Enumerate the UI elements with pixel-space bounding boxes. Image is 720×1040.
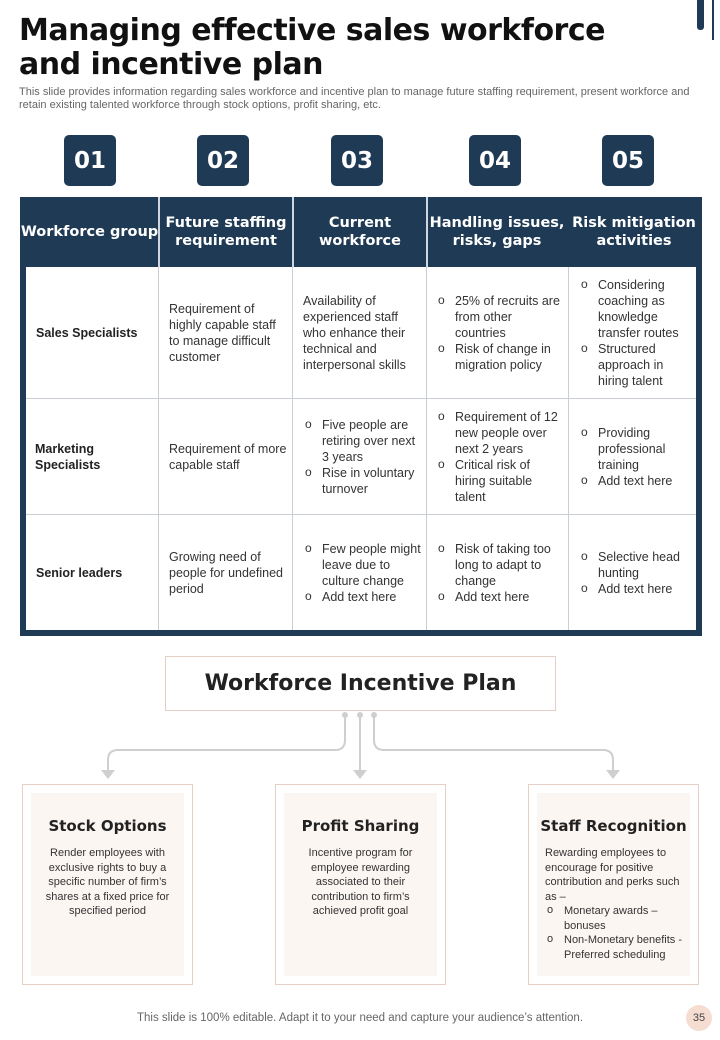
bullet-item: o Risk of change in migration policy [436, 341, 564, 373]
connector-right [374, 716, 613, 772]
table-row-senior-group: Senior leaders [36, 565, 123, 580]
bullet-item: o Add text here [303, 589, 423, 605]
header-handling-issues: Handling issues, risks, gaps [429, 215, 565, 249]
bullet-item: o 25% of recruits are from other countries [436, 293, 564, 341]
card-stock-options [22, 784, 193, 985]
bullet-item: o Risk of taking too long to adapt to change [436, 541, 564, 589]
page-subtitle: This slide provides information regarding sales workforce and incentive plan to manage future staffing requirement, present workforce and retain existing talented workforce through stock options, profit sharing, etc. [19, 86, 690, 111]
page-title: Managing effective sales workforce and incentive plan [19, 13, 605, 82]
card-text [545, 846, 687, 962]
footer-note: This slide is 100% editable. Adapt it to your need and capture your audience’s attention. [136, 1012, 584, 1024]
bullet-item: o Five people are retiring over next 3 years [303, 417, 423, 465]
bullet-item: o Structured approach in hiring talent [579, 341, 695, 389]
header-workforce-group: Workforce group [20, 224, 159, 240]
card-profit-sharing [275, 784, 446, 985]
table-cell-future: Requirement of highly capable staff to manage difficult customer [169, 301, 276, 364]
card-inner [284, 793, 437, 976]
card-title: Stock Options [48, 817, 167, 835]
table-row-sales-group: Sales Specialists [36, 325, 138, 340]
number-badge-04: 04 [469, 135, 521, 186]
card-inner [537, 793, 690, 976]
table-row-marketing-group: Marketing Specialists [35, 441, 101, 472]
card-staff-recognition [528, 784, 699, 985]
header-current-workforce: Current workforce [318, 215, 401, 249]
header-risk-mitigation: Risk mitigation activities [572, 215, 696, 249]
number-badge-01: 01 [64, 135, 116, 186]
table-cell-future: Requirement of more capable staff [169, 441, 287, 472]
bullet-item: o Requirement of 12 new people over next 2 years [436, 409, 564, 457]
table-cell-current: Availability of experienced staff who enhance their technical and interpersonal skills [303, 293, 406, 372]
arrow-down-icon [606, 770, 620, 779]
arrow-down-icon [353, 770, 367, 779]
card-title: Profit Sharing [301, 817, 420, 835]
bullet-item: o Selective head hunting [579, 549, 695, 581]
table-cell-future: Growing need of people for undefined period [169, 549, 283, 596]
arrow-down-icon [101, 770, 115, 779]
page-number: 35 [686, 1005, 712, 1031]
bullet-item: o Add text here [579, 581, 695, 597]
bullet-item: o Considering coaching as knowledge transfer routes [579, 277, 695, 341]
bullet-item: o Add text here [579, 473, 695, 489]
card-inner [31, 793, 184, 976]
number-badge-03: 03 [331, 135, 383, 186]
bullet-item: o Rise in voluntary turnover [303, 465, 423, 497]
card-text-intro: Rewarding employees to encourage for positive contribution and perks such as – [545, 847, 680, 903]
connector-left [108, 716, 345, 772]
card-title: Staff Recognition [540, 817, 687, 835]
bullet-item: o Non-Monetary benefits - Preferred scheduling [545, 933, 687, 962]
bullet-item: o Monetary awards – bonuses [545, 904, 687, 933]
number-badge-02: 02 [197, 135, 249, 186]
header-future-staffing: Future staffing requirement [165, 215, 287, 249]
number-badge-05: 05 [602, 135, 654, 186]
bullet-item: o Few people might leave due to culture change [303, 541, 423, 589]
card-text: Render employees with exclusive rights to buy a specific number of firm’s shares at a fixed price for specified period [45, 847, 170, 917]
bullet-item: o Providing professional training [579, 425, 695, 473]
connector-dot [342, 712, 348, 718]
connector-dot [357, 712, 363, 718]
bullet-item: o Add text here [436, 589, 564, 605]
bullet-item: o Critical risk of hiring suitable talent [436, 457, 564, 505]
card-bullets [545, 904, 687, 962]
connector-dot [371, 712, 377, 718]
incentive-plan-title: Workforce Incentive Plan [165, 656, 556, 711]
card-text: Incentive program for employee rewarding associated to their contribution to firm’s achieved profit goal [308, 847, 413, 917]
